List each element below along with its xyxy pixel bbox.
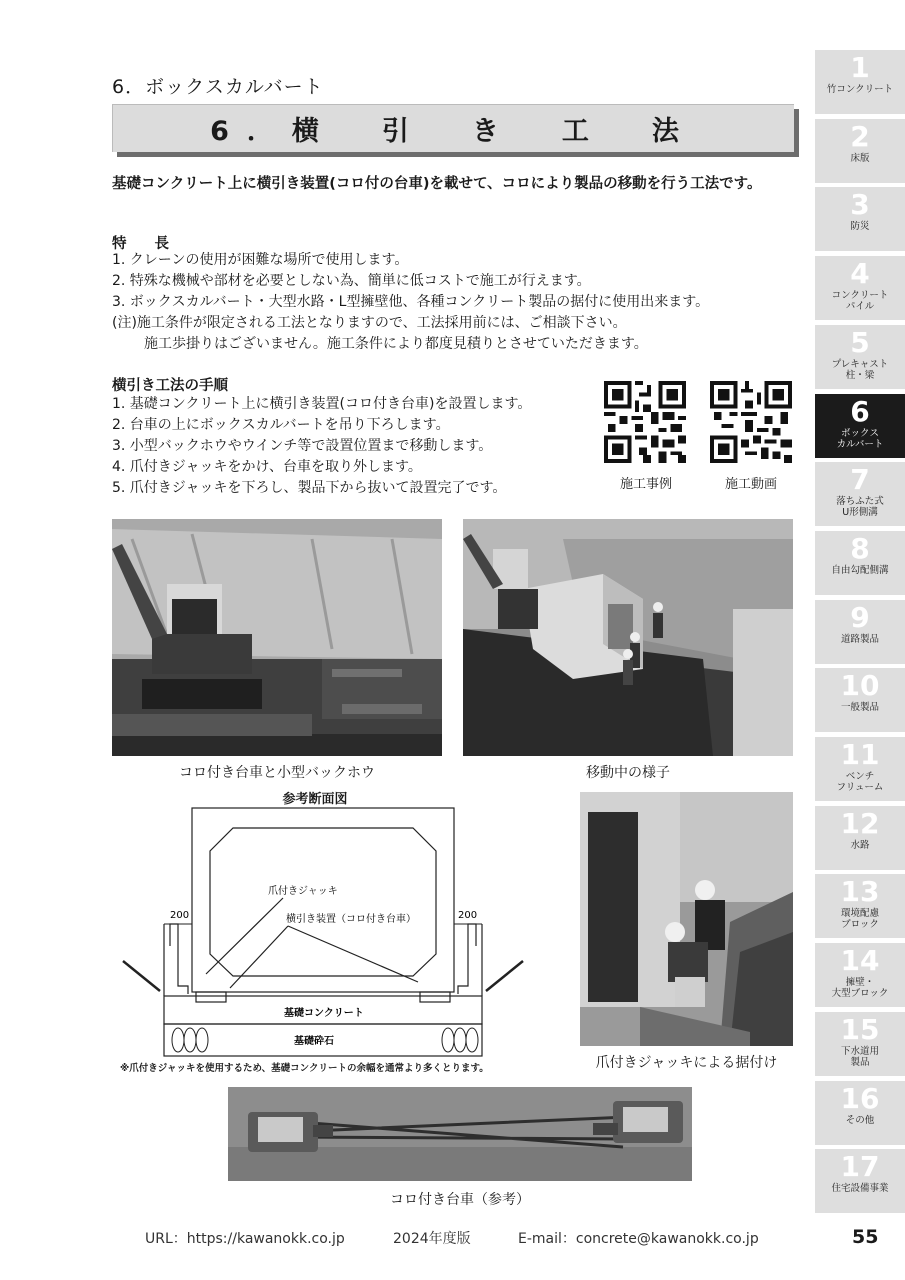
chapter-tab-number: 3 — [850, 188, 870, 222]
chapter-tab-number: 11 — [840, 738, 880, 771]
procedure-heading: 横引き工法の手順 — [112, 378, 228, 394]
footer-edition: 2024年度版 — [393, 1231, 471, 1247]
footer-email[interactable]: E-mail：concrete@kawanokk.co.jp — [518, 1231, 759, 1247]
chapter-tab-label: その他 — [845, 1114, 875, 1126]
chapter-tab-label: 落ちふた式 U形側溝 — [836, 496, 884, 519]
chapter-tab-number: 4 — [850, 257, 870, 291]
photo3-caption: 爪付きジャッキによる据付け — [595, 1055, 778, 1071]
diagram-label-concrete: 基礎コンクリート — [284, 1008, 364, 1019]
chapter-tab-number: 17 — [840, 1150, 880, 1184]
chapter-tab-number: 9 — [850, 600, 870, 634]
chapter-tab-label: 床版 — [850, 152, 870, 164]
chapter-tab-label: 環境配慮 ブロック — [840, 908, 879, 931]
chapter-tab-16[interactable] — [815, 1081, 905, 1145]
features-heading-a: 特 — [112, 236, 127, 252]
qr-code-video[interactable] — [710, 381, 792, 463]
chapter-tab-label: 一般製品 — [840, 702, 879, 714]
page-title: 6．横 引 き 工 法 — [210, 116, 697, 147]
chapter-tab-label: ボックス カルバート — [836, 427, 884, 450]
photo2-caption: 移動中の様子 — [586, 765, 670, 781]
photo4-caption: コロ付き台車（参考） — [390, 1192, 530, 1208]
photo-cart-backhoe — [112, 519, 442, 756]
chapter-tab-1[interactable] — [815, 50, 905, 114]
procedure-step: 2. 台車の上にボックスカルバートを吊り下ろします。 — [112, 417, 450, 433]
chapter-tab-label: 防災 — [850, 221, 870, 233]
chapter-tab-11[interactable] — [815, 737, 905, 801]
feature-note-2: 施工歩掛りはございません。施工条件により都度見積りとさせていただきます。 — [144, 336, 648, 352]
qr-video-label: 施工動画 — [724, 477, 777, 492]
chapter-tab-13[interactable] — [815, 874, 905, 938]
features-heading-b: 長 — [154, 236, 169, 252]
intro-text: 基礎コンクリート上に横引き装置(コロ付の台車)を載せて、コロにより製品の移動を行う工法です。 — [112, 176, 762, 192]
footer-url[interactable]: URL：https://kawanokk.co.jp — [145, 1231, 345, 1247]
chapter-tab-9[interactable] — [815, 600, 905, 664]
chapter-tab-8[interactable] — [815, 531, 905, 595]
photo1-caption: コロ付き台車と小型バックホウ — [179, 765, 375, 781]
chapter-tab-label: 自由勾配側溝 — [831, 564, 889, 576]
chapter-tab-number: 12 — [840, 806, 880, 840]
feature-item: 1. クレーンの使用が困難な場所で使用します。 — [112, 252, 409, 268]
chapter-tab-label: 擁壁・ 大型ブロック — [831, 977, 889, 1000]
chapter-tab-number: 6 — [850, 394, 870, 428]
chapter-tab-14[interactable] — [815, 943, 905, 1007]
chapter-tab-number: 1 — [850, 51, 870, 84]
diagram-label-jack: 爪付きジャッキ — [268, 886, 338, 897]
diagram-label-gravel: 基礎砕石 — [294, 1036, 334, 1047]
chapter-tab-number: 16 — [840, 1081, 880, 1115]
chapter-tab-number: 15 — [840, 1012, 880, 1046]
feature-item: 2. 特殊な機械や部材を必要としない為、簡単に低コストで施工が行えます。 — [112, 273, 591, 289]
chapter-tab-label: 下水道用 製品 — [840, 1045, 879, 1068]
chapter-tab-number: 10 — [840, 669, 880, 703]
chapter-tab-label: 水路 — [850, 839, 870, 851]
procedure-step: 3. 小型バックホウやウインチ等で設置位置まで移動します。 — [112, 438, 493, 454]
chapter-tab-17[interactable] — [815, 1149, 905, 1213]
chapter-tab-number: 2 — [850, 119, 870, 153]
diagram-label-left-200: 200 — [170, 910, 190, 921]
photo-moving — [463, 519, 793, 756]
features-list — [112, 250, 802, 355]
procedure-list — [112, 394, 592, 499]
procedure-step: 1. 基礎コンクリート上に横引き装置(コロ付き台車)を設置します。 — [112, 396, 532, 412]
section-label: 6．ボックスカルバート — [112, 76, 324, 98]
diagram-title: 参考断面図 — [282, 792, 348, 807]
chapter-tab-label: コンクリート パイル — [831, 290, 889, 313]
page-title-box — [112, 104, 794, 152]
diagram-label-right-200: 200 — [458, 910, 478, 921]
qr-case-label: 施工事例 — [619, 477, 672, 492]
qr-code-case[interactable] — [604, 381, 686, 463]
chapter-tab-number: 7 — [850, 463, 870, 497]
procedure-step: 5. 爪付きジャッキを下ろし、製品下から抜いて設置完了です。 — [112, 480, 507, 496]
photo-jack-install — [580, 792, 793, 1046]
feature-note-1: (注)施工条件が限定される工法となりますので、工法採用前には、ご相談下さい。 — [112, 315, 627, 331]
chapter-tab-7[interactable] — [815, 462, 905, 526]
cross-section-diagram — [118, 806, 538, 1071]
chapter-tab-12[interactable] — [815, 806, 905, 870]
chapter-tab-number: 14 — [840, 944, 880, 978]
chapter-tab-2[interactable] — [815, 119, 905, 183]
chapter-tab-label: 竹コンクリート — [826, 84, 894, 95]
chapter-tab-label: 住宅設備事業 — [831, 1183, 889, 1195]
diagram-note: ※爪付きジャッキを使用するため、基礎コンクリートの余幅を通常より多くとります。 — [120, 1063, 489, 1074]
chapter-tab-4[interactable] — [815, 256, 905, 320]
diagram-label-device: 横引き装置（コロ付き台車） — [286, 914, 416, 925]
chapter-tab-number: 8 — [850, 531, 870, 565]
chapter-tab-10[interactable] — [815, 668, 905, 732]
chapter-tab-6[interactable] — [815, 394, 905, 458]
feature-item: 3. ボックスカルバート・大型水路・L型擁壁他、各種コンクリート製品の据付に使用出来ます。 — [112, 294, 710, 310]
photo-cart-reference — [228, 1087, 692, 1181]
chapter-tab-label: ベンチ フリューム — [836, 771, 884, 793]
chapter-tab-5[interactable] — [815, 325, 905, 389]
page-number: 55 — [852, 1226, 879, 1248]
chapter-tab-label: 道路製品 — [840, 633, 879, 645]
chapter-tab-number: 13 — [840, 875, 880, 909]
chapter-tab-number: 5 — [850, 325, 870, 359]
procedure-step: 4. 爪付きジャッキをかけ、台車を取り外します。 — [112, 459, 422, 475]
chapter-tab-15[interactable] — [815, 1012, 905, 1076]
chapter-tab-3[interactable] — [815, 187, 905, 251]
chapter-tab-label: プレキャスト 柱・梁 — [831, 358, 889, 381]
